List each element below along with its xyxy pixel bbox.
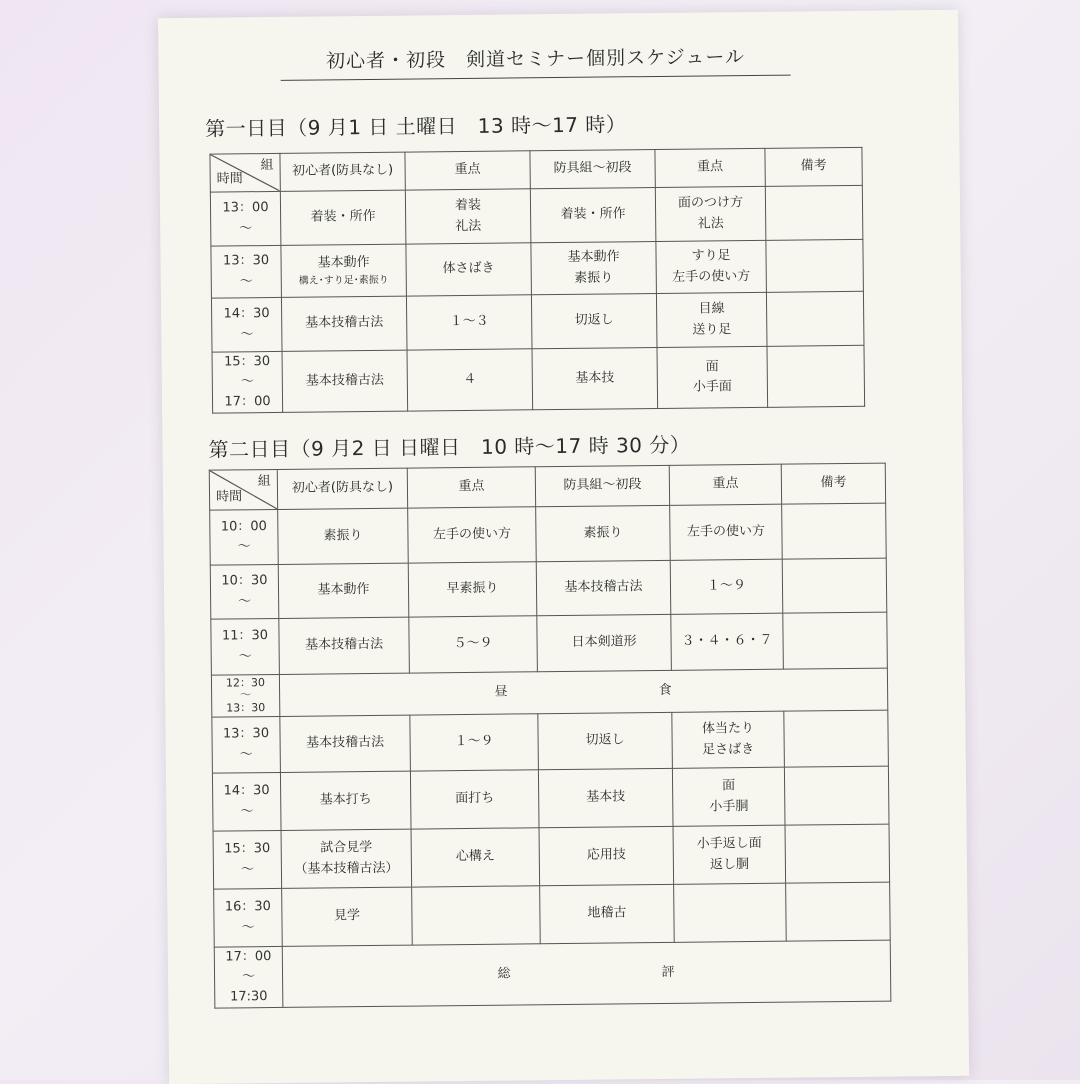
remarks-cell bbox=[766, 291, 864, 346]
schedule-paper bbox=[158, 10, 969, 1084]
focus-cell: 着装 礼法 bbox=[405, 189, 531, 244]
armor-cell: 切返し bbox=[538, 712, 673, 769]
beginner-cell: 基本技稽古法 bbox=[279, 617, 410, 674]
focus-cell: 小手返し面 返し胴 bbox=[673, 825, 786, 884]
armor-cell: 着装・所作 bbox=[530, 187, 656, 242]
time-cell: 14：30 ～ bbox=[212, 772, 281, 831]
armor-cell: 基本技 bbox=[538, 768, 673, 827]
table-row bbox=[211, 291, 864, 352]
remarks-cell bbox=[765, 185, 863, 240]
day1-heading: 第一日目（9 月1 日 土曜日 13 時～17 時） bbox=[205, 112, 627, 141]
focus-cell: 左手の使い方 bbox=[670, 504, 783, 560]
beginner-cell: 素振り bbox=[278, 508, 409, 564]
table-row bbox=[212, 710, 889, 773]
focus-cell: 早素振り bbox=[408, 562, 537, 617]
beginner-cell: 基本技稽古法 bbox=[280, 715, 411, 772]
review-row bbox=[214, 940, 891, 1008]
focus-cell: 面打ち bbox=[410, 770, 539, 829]
table-row bbox=[212, 766, 889, 831]
review-cell: 総 評 bbox=[282, 940, 891, 1008]
focus-cell: ５～９ bbox=[409, 616, 538, 673]
time-cell: 13：30 ～ bbox=[212, 716, 281, 773]
table-row bbox=[210, 558, 887, 619]
remarks-cell bbox=[785, 824, 890, 883]
table-header-row bbox=[209, 463, 885, 510]
beginner-cell: 基本打ち bbox=[280, 771, 411, 830]
header-focus: 重点 bbox=[655, 148, 765, 187]
focus-cell: １～９ bbox=[670, 559, 783, 614]
focus-cell: ４ bbox=[407, 349, 533, 412]
table-row bbox=[211, 612, 888, 675]
armor-cell: 日本剣道形 bbox=[537, 614, 672, 671]
beginner-cell: 基本動作 bbox=[278, 563, 409, 618]
time-cell: 16：30 ～ bbox=[214, 888, 283, 947]
armor-cell: 基本動作 素振り bbox=[531, 241, 657, 294]
table-row bbox=[213, 824, 890, 889]
armor-cell: 基本技稽古法 bbox=[536, 560, 671, 615]
focus-cell: １～３ bbox=[406, 295, 532, 350]
group-label: 組 bbox=[260, 157, 274, 174]
remarks-cell bbox=[767, 345, 865, 407]
header-armor-group: 防具組～初段 bbox=[535, 465, 669, 506]
remarks-cell bbox=[784, 710, 889, 767]
corner-cell bbox=[209, 469, 277, 510]
lunch-row bbox=[211, 668, 887, 717]
focus-cell: 心構え bbox=[411, 828, 540, 887]
table-row bbox=[210, 503, 887, 565]
beginner-cell: 着装・所作 bbox=[280, 190, 406, 245]
focus-cell bbox=[412, 886, 541, 945]
beginner-cell: 試合見学 （基本技稽古法） bbox=[281, 829, 412, 888]
remarks-cell bbox=[783, 612, 888, 669]
time-cell: 17：00 ～ 17:30 bbox=[214, 946, 283, 1008]
header-remarks: 備考 bbox=[765, 147, 862, 186]
time-label: 時間 bbox=[216, 171, 243, 187]
time-cell: 11：30 ～ bbox=[211, 618, 280, 675]
time-cell: 12：30 ～ 13：30 bbox=[211, 674, 279, 717]
time-cell: 10：00 ～ bbox=[210, 509, 279, 565]
armor-cell: 応用技 bbox=[539, 826, 674, 885]
header-beginner: 初心者(防具なし) bbox=[280, 152, 405, 191]
armor-cell: 切返し bbox=[531, 293, 657, 348]
time-cell: 15：30 ～ 17：00 bbox=[212, 351, 283, 413]
corner-cell bbox=[210, 153, 280, 192]
beginner-cell: 基本技稽古法 bbox=[282, 350, 408, 413]
table-row bbox=[211, 239, 864, 298]
focus-cell bbox=[674, 883, 787, 942]
focus-cell: ３・４・６・７ bbox=[671, 613, 784, 670]
header-armor-group: 防具組～初段 bbox=[530, 149, 655, 188]
day1-table bbox=[209, 147, 865, 414]
time-cell: 10：30 ～ bbox=[210, 564, 279, 619]
focus-cell: １～９ bbox=[410, 714, 539, 771]
remarks-cell bbox=[786, 882, 891, 941]
focus-cell: 面 小手面 bbox=[657, 346, 768, 409]
remarks-cell bbox=[782, 558, 887, 613]
remarks-cell bbox=[782, 503, 887, 559]
beginner-cell: 基本技稽古法 bbox=[281, 296, 407, 351]
table-row bbox=[210, 185, 863, 246]
header-focus: 重点 bbox=[407, 467, 535, 508]
day2-table bbox=[209, 463, 892, 1009]
lunch-cell: 昼 食 bbox=[279, 668, 887, 716]
time-cell: 15：30 ～ bbox=[213, 830, 282, 889]
time-label: 時間 bbox=[215, 489, 243, 505]
time-cell: 14：30 ～ bbox=[211, 297, 282, 352]
beginner-cell: 基本動作 構え･すり足･素振り bbox=[281, 244, 407, 297]
focus-cell: すり足 左手の使い方 bbox=[656, 240, 767, 293]
table-row bbox=[212, 345, 865, 413]
focus-cell: 目線 送り足 bbox=[656, 292, 767, 347]
table-row bbox=[214, 882, 891, 947]
document-title: 初心者・初段 剣道セミナー個別スケジュール bbox=[280, 42, 790, 81]
header-focus: 重点 bbox=[405, 151, 530, 190]
group-label: 組 bbox=[257, 474, 271, 490]
armor-cell: 素振り bbox=[536, 505, 671, 561]
remarks-cell bbox=[784, 766, 889, 825]
focus-cell: 面のつけ方 礼法 bbox=[655, 186, 766, 241]
focus-cell: 体さばき bbox=[406, 243, 532, 296]
focus-cell: 左手の使い方 bbox=[408, 507, 537, 563]
remarks-cell bbox=[766, 239, 864, 292]
time-cell: 13：30 ～ bbox=[211, 245, 282, 298]
focus-cell: 面 小手胴 bbox=[672, 767, 785, 826]
armor-cell: 基本技 bbox=[532, 347, 658, 410]
header-remarks: 備考 bbox=[781, 463, 885, 504]
focus-cell: 体当たり 足さばき bbox=[672, 711, 785, 768]
day2-heading: 第二日目（9 月2 日 日曜日 10 時～17 時 30 分） bbox=[208, 432, 691, 462]
time-cell: 13：00 ～ bbox=[210, 191, 281, 246]
armor-cell: 地稽古 bbox=[540, 884, 675, 943]
header-focus: 重点 bbox=[669, 464, 781, 505]
beginner-cell: 見学 bbox=[282, 887, 413, 946]
header-beginner: 初心者(防具なし) bbox=[277, 468, 407, 509]
